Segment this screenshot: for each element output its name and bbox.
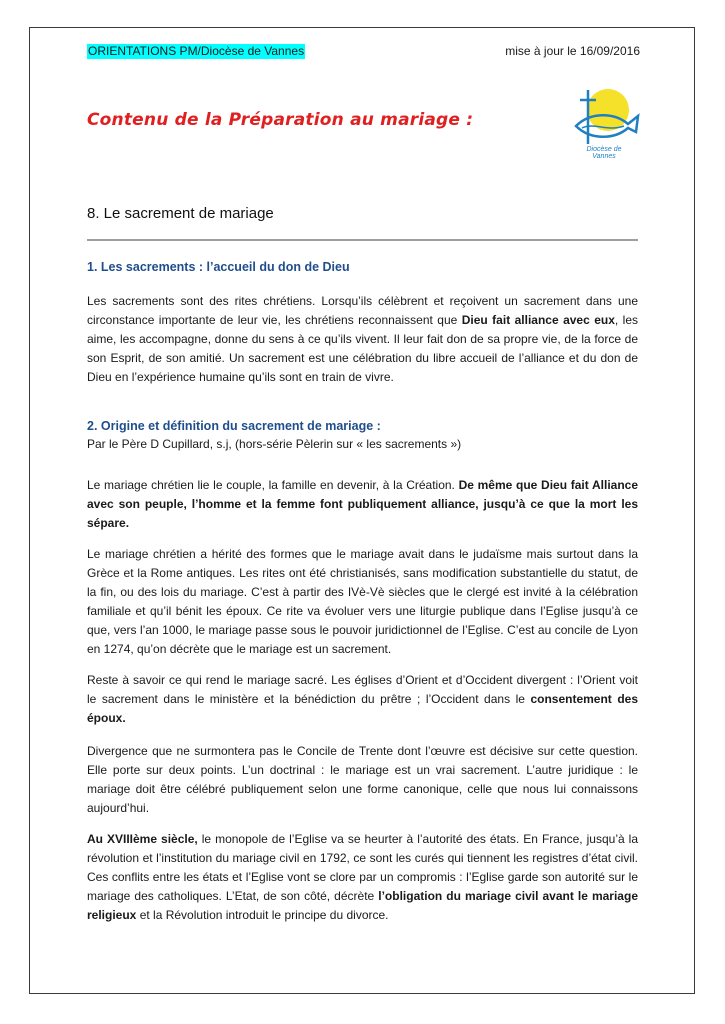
paragraph-sacrements: [87, 292, 638, 387]
document-title: Contenu de la Préparation au mariage :: [87, 110, 474, 130]
section-divider: [87, 239, 638, 241]
paragraph-xviiie: [87, 830, 638, 925]
byline: Par le Père D Cupillard, s.j, (hors-série Pèlerin sur « les sacrements »): [87, 437, 462, 451]
paragraph-heritage: Le mariage chrétien a hérité des formes que le mariage avait dans le judaïsme mais surtout dans la Grèce et la Rome antiques. Les rites ont été christianisés, sans modification substantielle du statut, de la fin, ou des lois du mariage. C’est à partir des IVè-Vè siècles que le clergé est invité à la célébration familiale et qu’il bénit les époux. Ce rite va évoluer vers une liturgie publique dans l’Eglise jusqu’à ce que, vers l’an 1000, le mariage passe sous le pouvoir juridictionnel de l’Eglise. C’est au concile de Lyon en 1274, qu’on décrète que le mariage est un sacrement.: [87, 547, 638, 656]
text-run: , les aime, les accompagne, donne du sens à ce qu’ils vivent. Il leur fait don de sa propre vie, de la force de son Esprit, de son amitié. Un sacrement est une célébration du libre accueil de l’alliance et du don de Dieu en l’expérience humaine qu’ils sont en train de vivre.: [87, 313, 638, 384]
header-update-date: mise à jour le 16/09/2016: [505, 44, 640, 58]
paragraph-lien: [87, 476, 638, 533]
header-org: ORIENTATIONS PM/Diocèse de Vannes: [88, 44, 305, 58]
logo-sun: [587, 89, 629, 131]
text-run: le monopole de l’Eglise va se heurter à l’autorité des états. En France, jusqu’à la révolution et l’institution du mariage civil en 1792, ce sont les curés qui tiennent les registres d’état civil. Ces conflits entre les états et l’Eglise vont se clore par un compromis : l’Eglise garde son autorité sur le mariage des catholiques. L’Etat, de son côté, décrète: [87, 832, 638, 903]
bold-run: De même que Dieu fait Alliance avec son peuple, l’homme et la femme font publiquement alliance, jusqu’à ce que la mort les sépare.: [87, 478, 639, 530]
text-run: Les sacrements sont des rites chrétiens. Lorsqu’ils célèbrent et reçoivent un sacrement dans une circonstance importante de leur vie, les chrétiens reconnaissent que: [87, 294, 638, 327]
bold-run: consentement des époux.: [87, 692, 638, 725]
logo-caption: Diocèse de Vannes: [586, 146, 622, 160]
text-run: Le mariage chrétien lie le couple, la famille en devenir, à la Création.: [87, 478, 459, 492]
text-run: et la Révolution introduit le principe du divorce.: [136, 908, 389, 922]
document-body: [87, 258, 638, 925]
paragraph-trente: Divergence que ne surmontera pas le Concile de Trente dont l’œuvre est décisive sur cette question. Elle porte sur deux points. L’un doctrinal : le mariage est un vrai sacrement. L’autre juridique : le mariage doit être célébré publiquement selon une forme canonique, celle que nous lui connaissons aujourd’hui.: [87, 744, 638, 815]
bold-run: Au XVIIIème siècle,: [87, 832, 198, 846]
subheading-sacrements: 1. Les sacrements : l’accueil du don de Dieu: [87, 260, 350, 274]
paragraph-sacre: [87, 671, 638, 728]
bold-run: Dieu fait alliance avec eux: [461, 313, 615, 327]
bold-run: l’obligation du mariage civil avant le mariage religieux: [87, 889, 638, 922]
text-run: Reste à savoir ce qui rend le mariage sacré. Les églises d’Orient et d’Occident divergent : l’Orient voit le sacrement dans le ministère et la bénédiction du prêtre ; l’Occident dans le: [87, 673, 638, 706]
subheading-origine: 2. Origine et définition du sacrement de mariage :: [87, 419, 381, 433]
section-title: 8. Le sacrement de mariage: [87, 205, 274, 222]
